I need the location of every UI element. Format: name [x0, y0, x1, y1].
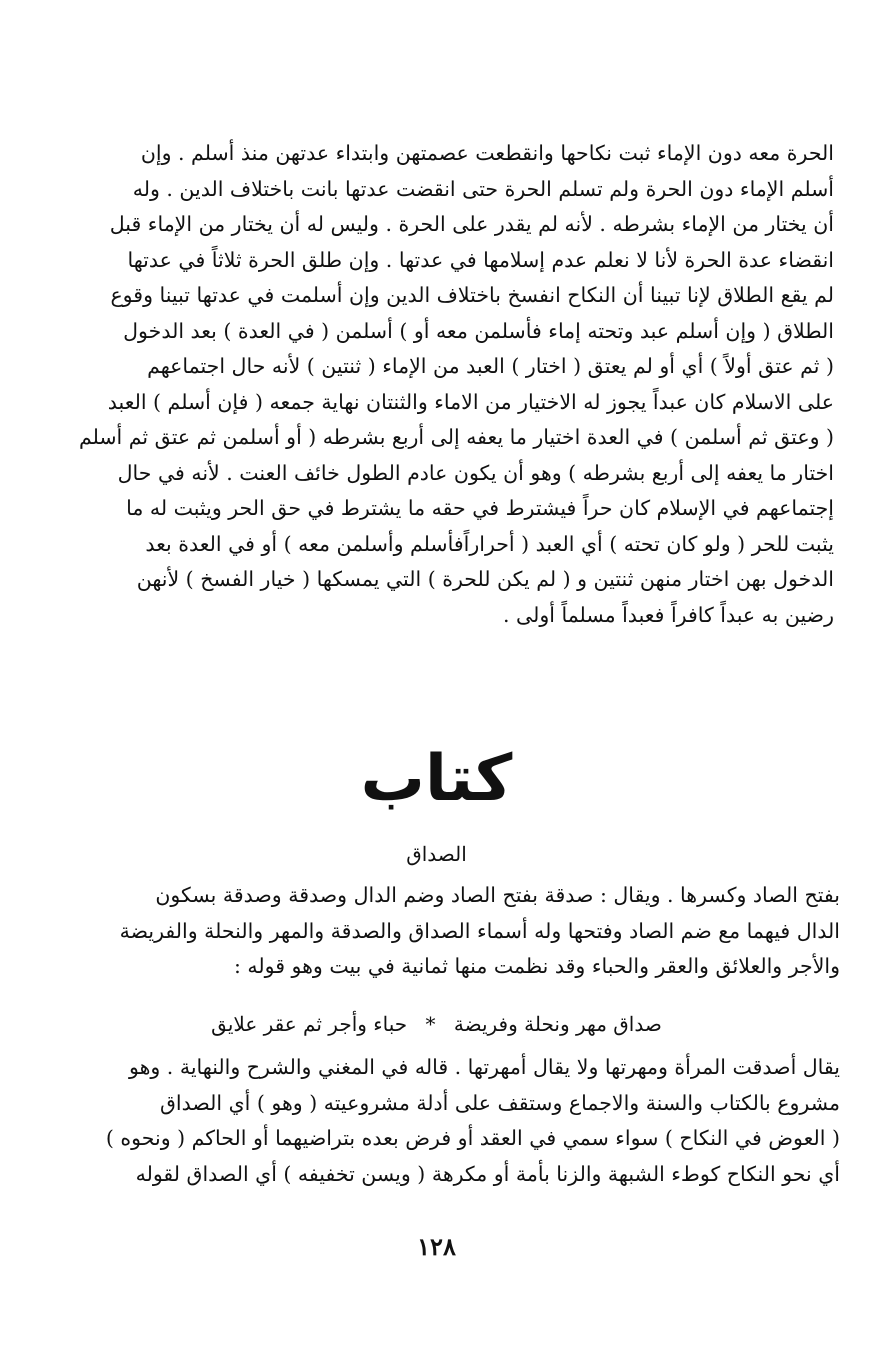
text-line: أن يختار من الإماء بشرطه . لأنه لم يقدر على الحرة . وليس له أن يختار من الإماء قبل: [109, 212, 834, 236]
verse-first-half: صداق مهر ونحلة وفريضة: [453, 1012, 662, 1036]
text-line: أسلم الإماء دون الحرة ولم تسلم الحرة حتى انقضت عدتها بانت باختلاف الدين . وله: [132, 176, 834, 201]
text-line: رضين به عبداً كافراً فعبداً مسلماً أولى .: [502, 602, 834, 627]
text-line: ( وعتق ثم أسلمن ) في العدة اختيار ما يعفه إلى أربع بشرطه ( أو أسلمن ثم عتق ثم أسلم: [78, 425, 834, 449]
text-line: والأجر والعلائق والعقر والحباء وقد نظمت منها ثمانية في بيت وهو قوله :: [233, 954, 840, 978]
text-line: بفتح الصاد وكسرها . ويقال : صدقة بفتح الصاد وضم الدال وصدقة وصدقة بسكون: [155, 883, 840, 907]
text-line: أي نحو النكاح كوطء الشبهة والزنا بأمة أو مكرهة ( ويسن تخفيفه ) أي الصداق لقوله: [135, 1161, 840, 1186]
text-line: ( العوض في النكاح ) سواء سمي في العقد أو فرض بعده بتراضيهما أو الحاكم ( ونحوه ): [105, 1126, 840, 1150]
section-title: الصداق: [406, 842, 467, 866]
page-number: ١٢٨: [417, 1232, 456, 1261]
text-line: الدال فيهما مع ضم الصاد وفتحها وله أسماء الصداق والصدقة والمهر والنحلة والفريضة: [119, 918, 840, 943]
text-line: الدخول بهن اختار منهن ثنتين و ( لم يكن للحرة ) التي يمسكها ( خيار الفسخ ) لأنهن: [136, 567, 834, 591]
text-line: على الاسلام كان عبداً يجوز له الاختيار من الاماء والثنتان نهاية جمعه ( فإن أسلم ) العبد: [107, 389, 834, 414]
book-heading: كتاب: [360, 742, 513, 816]
text-line: مشروع بالكتاب والسنة والاجماع وستقف على أدلة مشروعيته ( وهو ) أي الصداق: [160, 1090, 840, 1115]
text-line: إجتماعهم في الإسلام كان حراً فيشترط في حقه ما يشترط في حق الحر ويثبت له ما: [126, 496, 834, 520]
text-line: لم يقع الطلاق لإنا تبينا أن النكاح انفسخ باختلاف الدين وإن أسلمت في عدتها تبينا وقوع: [110, 283, 834, 307]
text-line: الحرة معه دون الإماء ثبت نكاحها وانقطعت عصمتهن وابتداء عدتهن منذ أسلم . وإن: [140, 141, 834, 165]
text-line: يقال أصدقت المرأة ومهرتها ولا يقال أمهرتها . قاله في المغني والشرح والنهاية . وهو: [128, 1055, 840, 1079]
verse-line: [0, 1012, 873, 1036]
top-paragraph: [44, 136, 834, 633]
body-paragraph-2: [40, 1050, 840, 1192]
body-paragraph-1: [40, 878, 840, 985]
verse-second-half: حباء وأجر ثم عقر علايق: [211, 1012, 408, 1036]
text-line: اختار ما يعفه إلى أربع بشرطه ) وهو أن يكون عادم الطول خائف العنت . لأنه في حال: [117, 460, 834, 485]
text-line: ( ثم عتق أولاً ) أي أو لم يعتق ( اختار ) العبد من الإماء ( ثنتين ) لأنه حال اجتماعهم: [147, 354, 834, 378]
text-line: يثبت للحر ( ولو كان تحته ) أي العبد ( أحراراًفأسلم وأسلمن معه ) أو في العدة بعد: [145, 531, 834, 556]
verse-separator: *: [425, 1012, 436, 1036]
text-line: الطلاق ( وإن أسلم عبد وتحته إماء فأسلمن معه أو ) أسلمن ( في العدة ) بعد الدخول: [123, 318, 834, 343]
text-line: انقضاء عدة الحرة لأنا لا نعلم عدم إسلامها في عدتها . وإن طلق الحرة ثلاثاً في عدتها: [127, 247, 834, 272]
